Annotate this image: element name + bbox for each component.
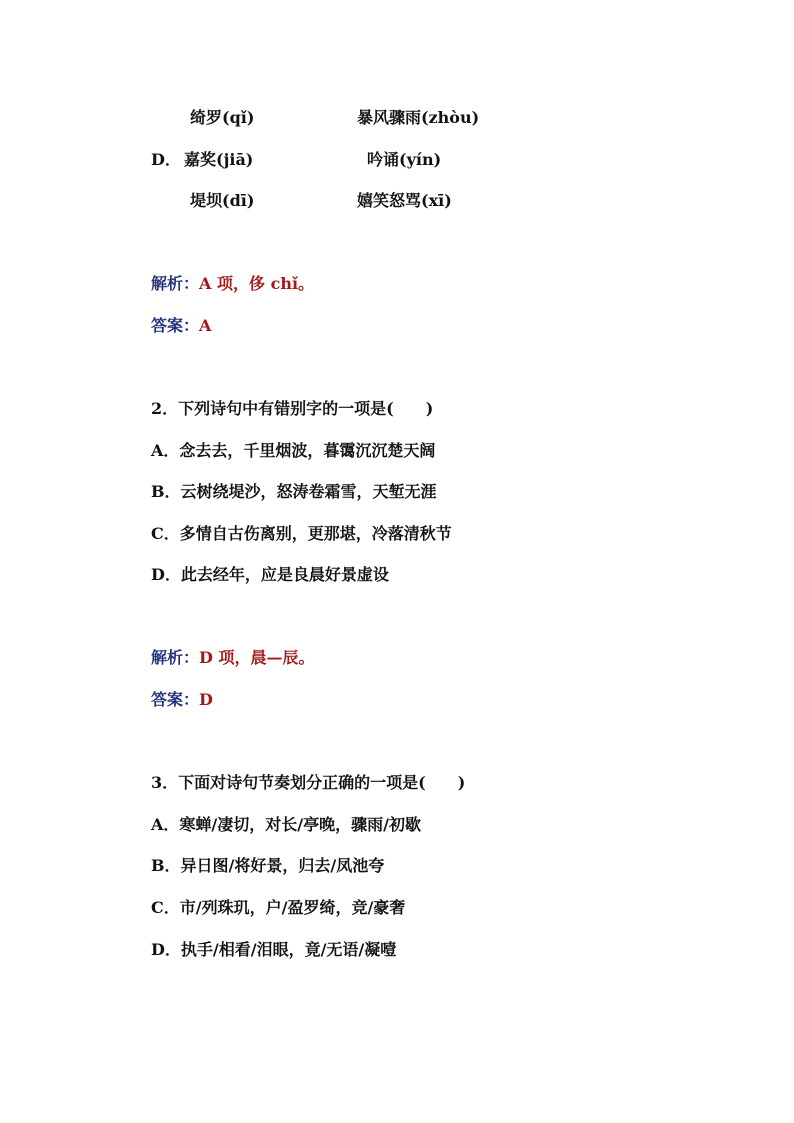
- option-text: 寒蝉/凄切，对长/亭晚，骤雨/初歇: [179, 815, 421, 834]
- q3-stem: 3．下面对诗句节奏划分正确的一项是( ): [151, 773, 466, 792]
- option-label: A．: [151, 815, 180, 834]
- q1-option-d-word1: 嘉奖(jiā): [184, 150, 254, 169]
- q2-option-a: [151, 441, 435, 461]
- answer-label: 答案：: [151, 316, 200, 335]
- q1-option-c-word4: 暴风骤雨(zhòu): [357, 108, 480, 127]
- option-text: 云树绕堤沙，怒涛卷霜雪，天堑无涯: [180, 482, 437, 501]
- q1-option-d-word2: 吟诵(yín): [367, 150, 442, 169]
- q1-option-d-label: D．: [151, 150, 181, 169]
- q3-option-a: [151, 815, 421, 835]
- q3-option-c: [151, 898, 405, 918]
- q1-option-d-word4: 嬉笑怒骂(xī): [357, 191, 452, 210]
- q2-analysis: [151, 648, 314, 668]
- analysis-text: D 项，晨—辰。: [199, 648, 315, 667]
- option-text: 市/列珠玑，户/盈罗绮，竞/豪奢: [179, 898, 406, 917]
- q2-stem: 2．下列诗句中有错别字的一项是( ): [151, 399, 434, 418]
- q1-option-d-word3: 堤坝(dī): [190, 191, 255, 210]
- q2-answer: [151, 690, 213, 710]
- option-label: D．: [151, 940, 181, 959]
- option-text: 执手/相看/泪眼，竟/无语/凝噎: [180, 940, 397, 959]
- q3-option-b: [151, 856, 384, 876]
- q2-option-d: [151, 565, 389, 585]
- analysis-text: A 项，侈 chǐ。: [199, 274, 315, 293]
- option-label: C．: [151, 898, 180, 917]
- q1-option-c-word3: 绮罗(qǐ): [190, 108, 255, 127]
- option-label: B．: [151, 482, 181, 501]
- option-text: 异日图/将好景，归去/凤池夸: [180, 856, 385, 875]
- option-text: 念去去，千里烟波，暮霭沉沉楚天阔: [179, 441, 436, 460]
- analysis-label: 解析：: [151, 648, 200, 667]
- q1-analysis: [151, 274, 314, 294]
- option-label: A．: [151, 441, 180, 460]
- answer-label: 答案：: [151, 690, 200, 709]
- option-label: D．: [151, 565, 181, 584]
- q2-option-b: [151, 482, 437, 502]
- option-text: 此去经年，应是良晨好景虚设: [180, 565, 389, 584]
- answer-text: D: [199, 690, 213, 709]
- analysis-label: 解析：: [151, 274, 200, 293]
- option-label: C．: [151, 524, 180, 543]
- q1-answer: [151, 316, 211, 336]
- option-text: 多情自古伤离别，更那堪，冷落清秋节: [179, 524, 452, 543]
- option-label: B．: [151, 856, 181, 875]
- answer-text: A: [199, 316, 212, 335]
- q2-option-c: [151, 524, 452, 544]
- q3-option-d: [151, 940, 396, 960]
